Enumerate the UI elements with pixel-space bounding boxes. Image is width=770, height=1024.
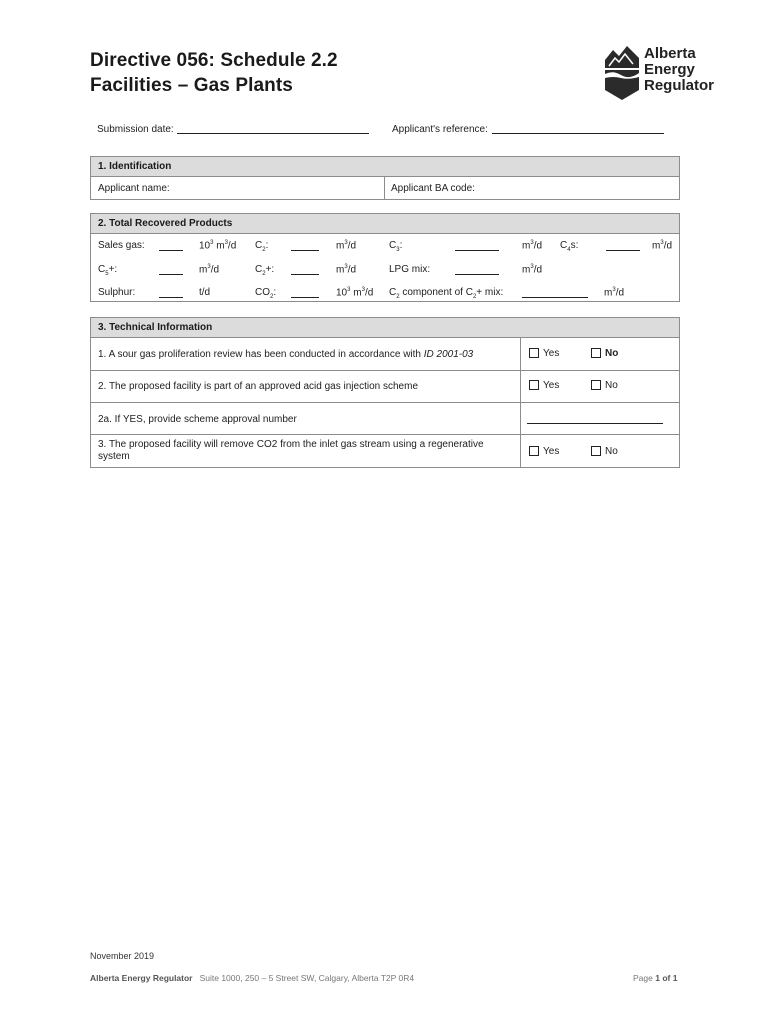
q3-yes-checkbox[interactable]	[529, 446, 539, 456]
co2-unit: $10^3$ $m^3/d$	[336, 287, 374, 299]
technical-section	[90, 317, 680, 468]
submission-date-field[interactable]	[177, 133, 369, 134]
sulphur-unit: t/d	[199, 287, 211, 298]
c2-unit: $m^3/d$	[336, 240, 357, 252]
lpg-mix-input[interactable]	[455, 274, 499, 275]
scheme-approval-number-input[interactable]	[527, 423, 663, 424]
applicant-name-label: Applicant name:	[98, 183, 170, 194]
products-section	[90, 213, 680, 302]
footer-page-number: Page 1 of 1	[633, 973, 678, 983]
footer-date: November 2019	[90, 951, 155, 961]
c2-component-unit: $m^3/d$	[604, 287, 625, 299]
co2-input[interactable]	[291, 297, 319, 298]
question-2a: 2a. If YES, provide scheme approval number	[98, 414, 297, 425]
c2-label: $C_2$:	[255, 240, 269, 253]
question-3: 3. The proposed facility will remove CO2 from the inlet gas stream using a regenerative system	[98, 439, 484, 462]
c5plus-input[interactable]	[159, 274, 183, 275]
q2-yes-checkbox[interactable]	[529, 380, 539, 390]
sulphur-input[interactable]	[159, 297, 183, 298]
logo-text: Alberta Energy Regulator	[644, 45, 715, 94]
q3-no-checkbox[interactable]	[591, 446, 601, 456]
lpg-mix-unit: $m^3/d$	[522, 264, 543, 276]
identification-section	[90, 156, 680, 200]
sales-gas-label: Sales gas:	[98, 240, 145, 251]
c3-label: $C_3$:	[389, 240, 403, 253]
aer-logo	[603, 46, 728, 102]
mountain-logo-icon	[603, 46, 641, 102]
lpg-mix-label: LPG mix:	[389, 264, 431, 275]
co2-label: $CO_2$:	[255, 287, 277, 300]
sulphur-label: Sulphur:	[98, 287, 136, 298]
q2-no-checkbox[interactable]	[591, 380, 601, 390]
q2-yes-label: Yes	[543, 380, 560, 391]
technical-heading: 3. Technical Information	[91, 318, 679, 338]
identification-heading: 1. Identification	[91, 157, 679, 177]
sales-gas-unit: $10^3$ $m^3/d$	[199, 240, 237, 252]
submission-date-label: Submission date:	[97, 124, 174, 135]
page-subtitle: Facilities – Gas Plants	[90, 75, 293, 96]
c2-component-label: $C_2$ component of $C_2+$ mix:	[389, 287, 504, 300]
page-title: Directive 056: Schedule 2.2	[90, 50, 338, 71]
footer-address-line	[90, 973, 414, 983]
c3-unit: $m^3/d$	[522, 240, 543, 252]
question-2: 2. The proposed facility is part of an approved acid gas injection scheme	[98, 381, 418, 392]
applicant-reference-field[interactable]	[492, 133, 664, 134]
c5plus-label: $C_5+$:	[98, 264, 118, 277]
footer-address: Suite 1000, 250 – 5 Street SW, Calgary, Alberta T2P 0R4	[199, 973, 415, 983]
q2-no-label: No	[605, 380, 618, 391]
c2plus-input[interactable]	[291, 274, 319, 275]
c4s-input[interactable]	[606, 250, 640, 251]
c2plus-unit: $m^3/d$	[336, 264, 357, 276]
q3-yes-label: Yes	[543, 446, 560, 457]
applicant-reference-label: Applicant's reference:	[392, 124, 488, 135]
c3-input[interactable]	[455, 250, 499, 251]
sales-gas-input[interactable]	[159, 250, 183, 251]
q1-yes-checkbox[interactable]	[529, 348, 539, 358]
q1-yes-label: Yes	[543, 348, 560, 359]
q1-no-label: No	[605, 348, 619, 359]
products-heading: 2. Total Recovered Products	[91, 214, 679, 234]
c4s-label: $C_4s$:	[560, 240, 579, 253]
c5plus-unit: $m^3/d$	[199, 264, 220, 276]
question-1: 1. A sour gas proliferation review has been conducted in accordance with ID 2001-03	[98, 349, 474, 360]
ba-code-label: Applicant BA code:	[391, 183, 475, 194]
c2-input[interactable]	[291, 250, 319, 251]
c2-component-input[interactable]	[522, 297, 588, 298]
q3-no-label: No	[605, 446, 618, 457]
q1-no-checkbox[interactable]	[591, 348, 601, 358]
footer-org: Alberta Energy Regulator	[90, 973, 193, 983]
c4s-unit: $m^3/d$	[652, 240, 673, 252]
c2plus-label: $C_2+$:	[255, 264, 275, 277]
